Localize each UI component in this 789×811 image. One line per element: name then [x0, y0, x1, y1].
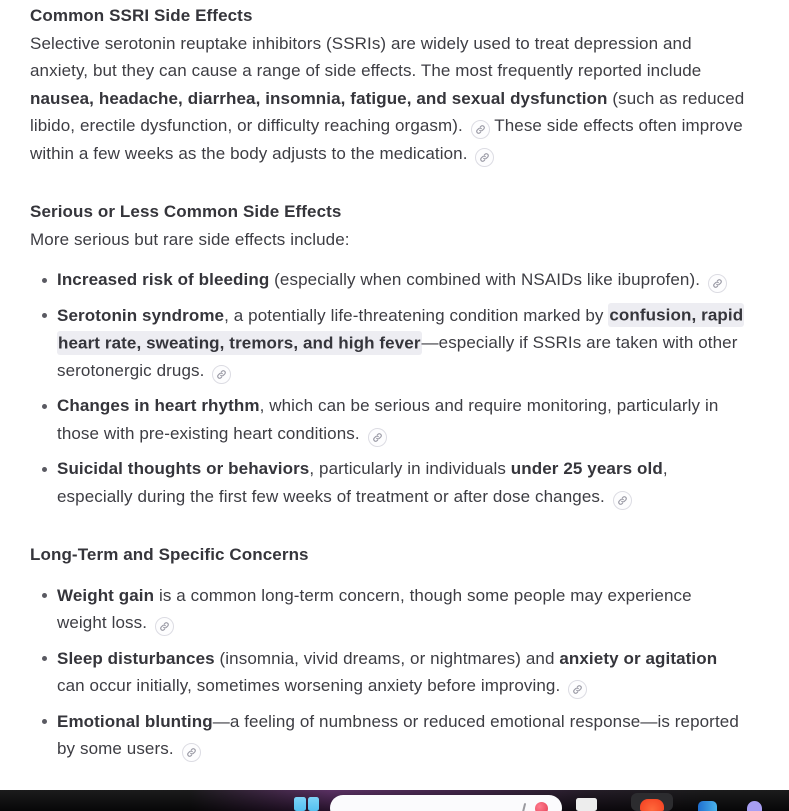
search-pill-glyph [522, 803, 526, 811]
taskbar-search-pill[interactable] [330, 795, 562, 811]
list-item [57, 302, 745, 385]
citation-link-icon[interactable] [368, 428, 387, 447]
text-run: (insomnia, vivid dreams, or nightmares) and [214, 648, 560, 668]
text-run: Selective serotonin reuptake inhibitors (SSRIs) are widely used to treat depression and anxiety, but they can cause a range of side effects. The most frequently reported include [30, 33, 702, 80]
taskbar-app-icon-blue[interactable] [698, 801, 717, 811]
taskbar-app-icon-purple[interactable] [747, 801, 762, 811]
bold-text-run: Emotional blunting [57, 711, 213, 731]
text-run: , which can be serious and require monitoring, particularly in those with pre-existing heart conditions. [57, 396, 719, 443]
citation-link-icon[interactable] [155, 617, 174, 636]
taskbar-app-tile-active[interactable] [631, 793, 673, 811]
text-run: , a potentially life-threatening condition marked by [224, 305, 609, 325]
list-item [57, 392, 745, 447]
citation-link-icon[interactable] [471, 120, 490, 139]
window-pane-icon [308, 797, 320, 811]
bullet-list [30, 266, 745, 510]
section-heading: Long-Term and Specific Concerns [30, 545, 309, 564]
text-run: is a common long-term concern, though some people may experience weight loss. [57, 585, 692, 632]
search-pill-badge-icon [535, 802, 548, 811]
bold-text-run: anxiety or agitation [559, 648, 718, 668]
window-pane-icon [294, 797, 306, 811]
citation-link-icon[interactable] [568, 680, 587, 699]
bold-text-run: nausea, headache, diarrhea, insomnia, fatigue, and sexual dysfunction [30, 88, 608, 108]
bold-text-run: Changes in heart rhythm [57, 396, 260, 415]
paragraph [30, 226, 745, 254]
bold-text-run: Serotonin syndrome [57, 305, 225, 325]
text-run: These side effects often improve within a few weeks as the body adjusts to the medication. [30, 116, 743, 163]
bold-text-run: Weight gain [57, 585, 155, 605]
bold-text-run: Suicidal thoughts or behaviors [57, 459, 310, 478]
citation-link-icon[interactable] [212, 365, 231, 384]
bold-text-run: confusion, rapid heart rate, sweating, tremors, and high fever [57, 303, 744, 355]
paragraph [30, 30, 745, 168]
taskbar-app-icon-blue-window[interactable] [294, 797, 319, 811]
citation-link-icon[interactable] [475, 148, 494, 167]
message-section [30, 2, 745, 167]
list-item [57, 582, 745, 637]
list-item [57, 708, 745, 763]
text-run: , particularly in individuals [309, 459, 511, 478]
citation-link-icon[interactable] [708, 274, 727, 293]
message-section [30, 541, 745, 763]
list-item [57, 266, 745, 294]
text-run: (especially when combined with NSAIDs like ibuprofen). [269, 270, 705, 289]
list-item [57, 645, 745, 700]
section-heading: Serious or Less Common Side Effects [30, 202, 342, 221]
bullet-list [30, 582, 745, 763]
citation-link-icon[interactable] [182, 743, 201, 762]
text-run: can occur initially, sometimes worsening anxiety before improving. [57, 676, 566, 695]
taskbar-app-icon-red [640, 799, 664, 811]
text-run: —a feeling of numbness or reduced emotional response—is reported by some users. [57, 711, 739, 758]
section-heading: Common SSRI Side Effects [30, 6, 253, 25]
taskbar-app-icon-white-square[interactable] [576, 798, 597, 811]
bold-text-run: under 25 years old [510, 459, 663, 478]
text-run: More serious but rare side effects include: [30, 229, 350, 249]
citation-link-icon[interactable] [613, 491, 632, 510]
bold-text-run: Increased risk of bleeding [57, 270, 270, 289]
text-run: —especially if SSRIs are taken with other serotonergic drugs. [57, 333, 738, 380]
text-run: , especially during the first few weeks of treatment or after dose changes. [57, 459, 668, 506]
text-run: (such as reduced libido, erectile dysfunction, or difficulty reaching orgasm). [30, 88, 745, 135]
bold-text-run: Sleep disturbances [57, 648, 215, 668]
taskbar [0, 790, 789, 811]
list-item [57, 455, 745, 510]
message-section [30, 198, 745, 510]
